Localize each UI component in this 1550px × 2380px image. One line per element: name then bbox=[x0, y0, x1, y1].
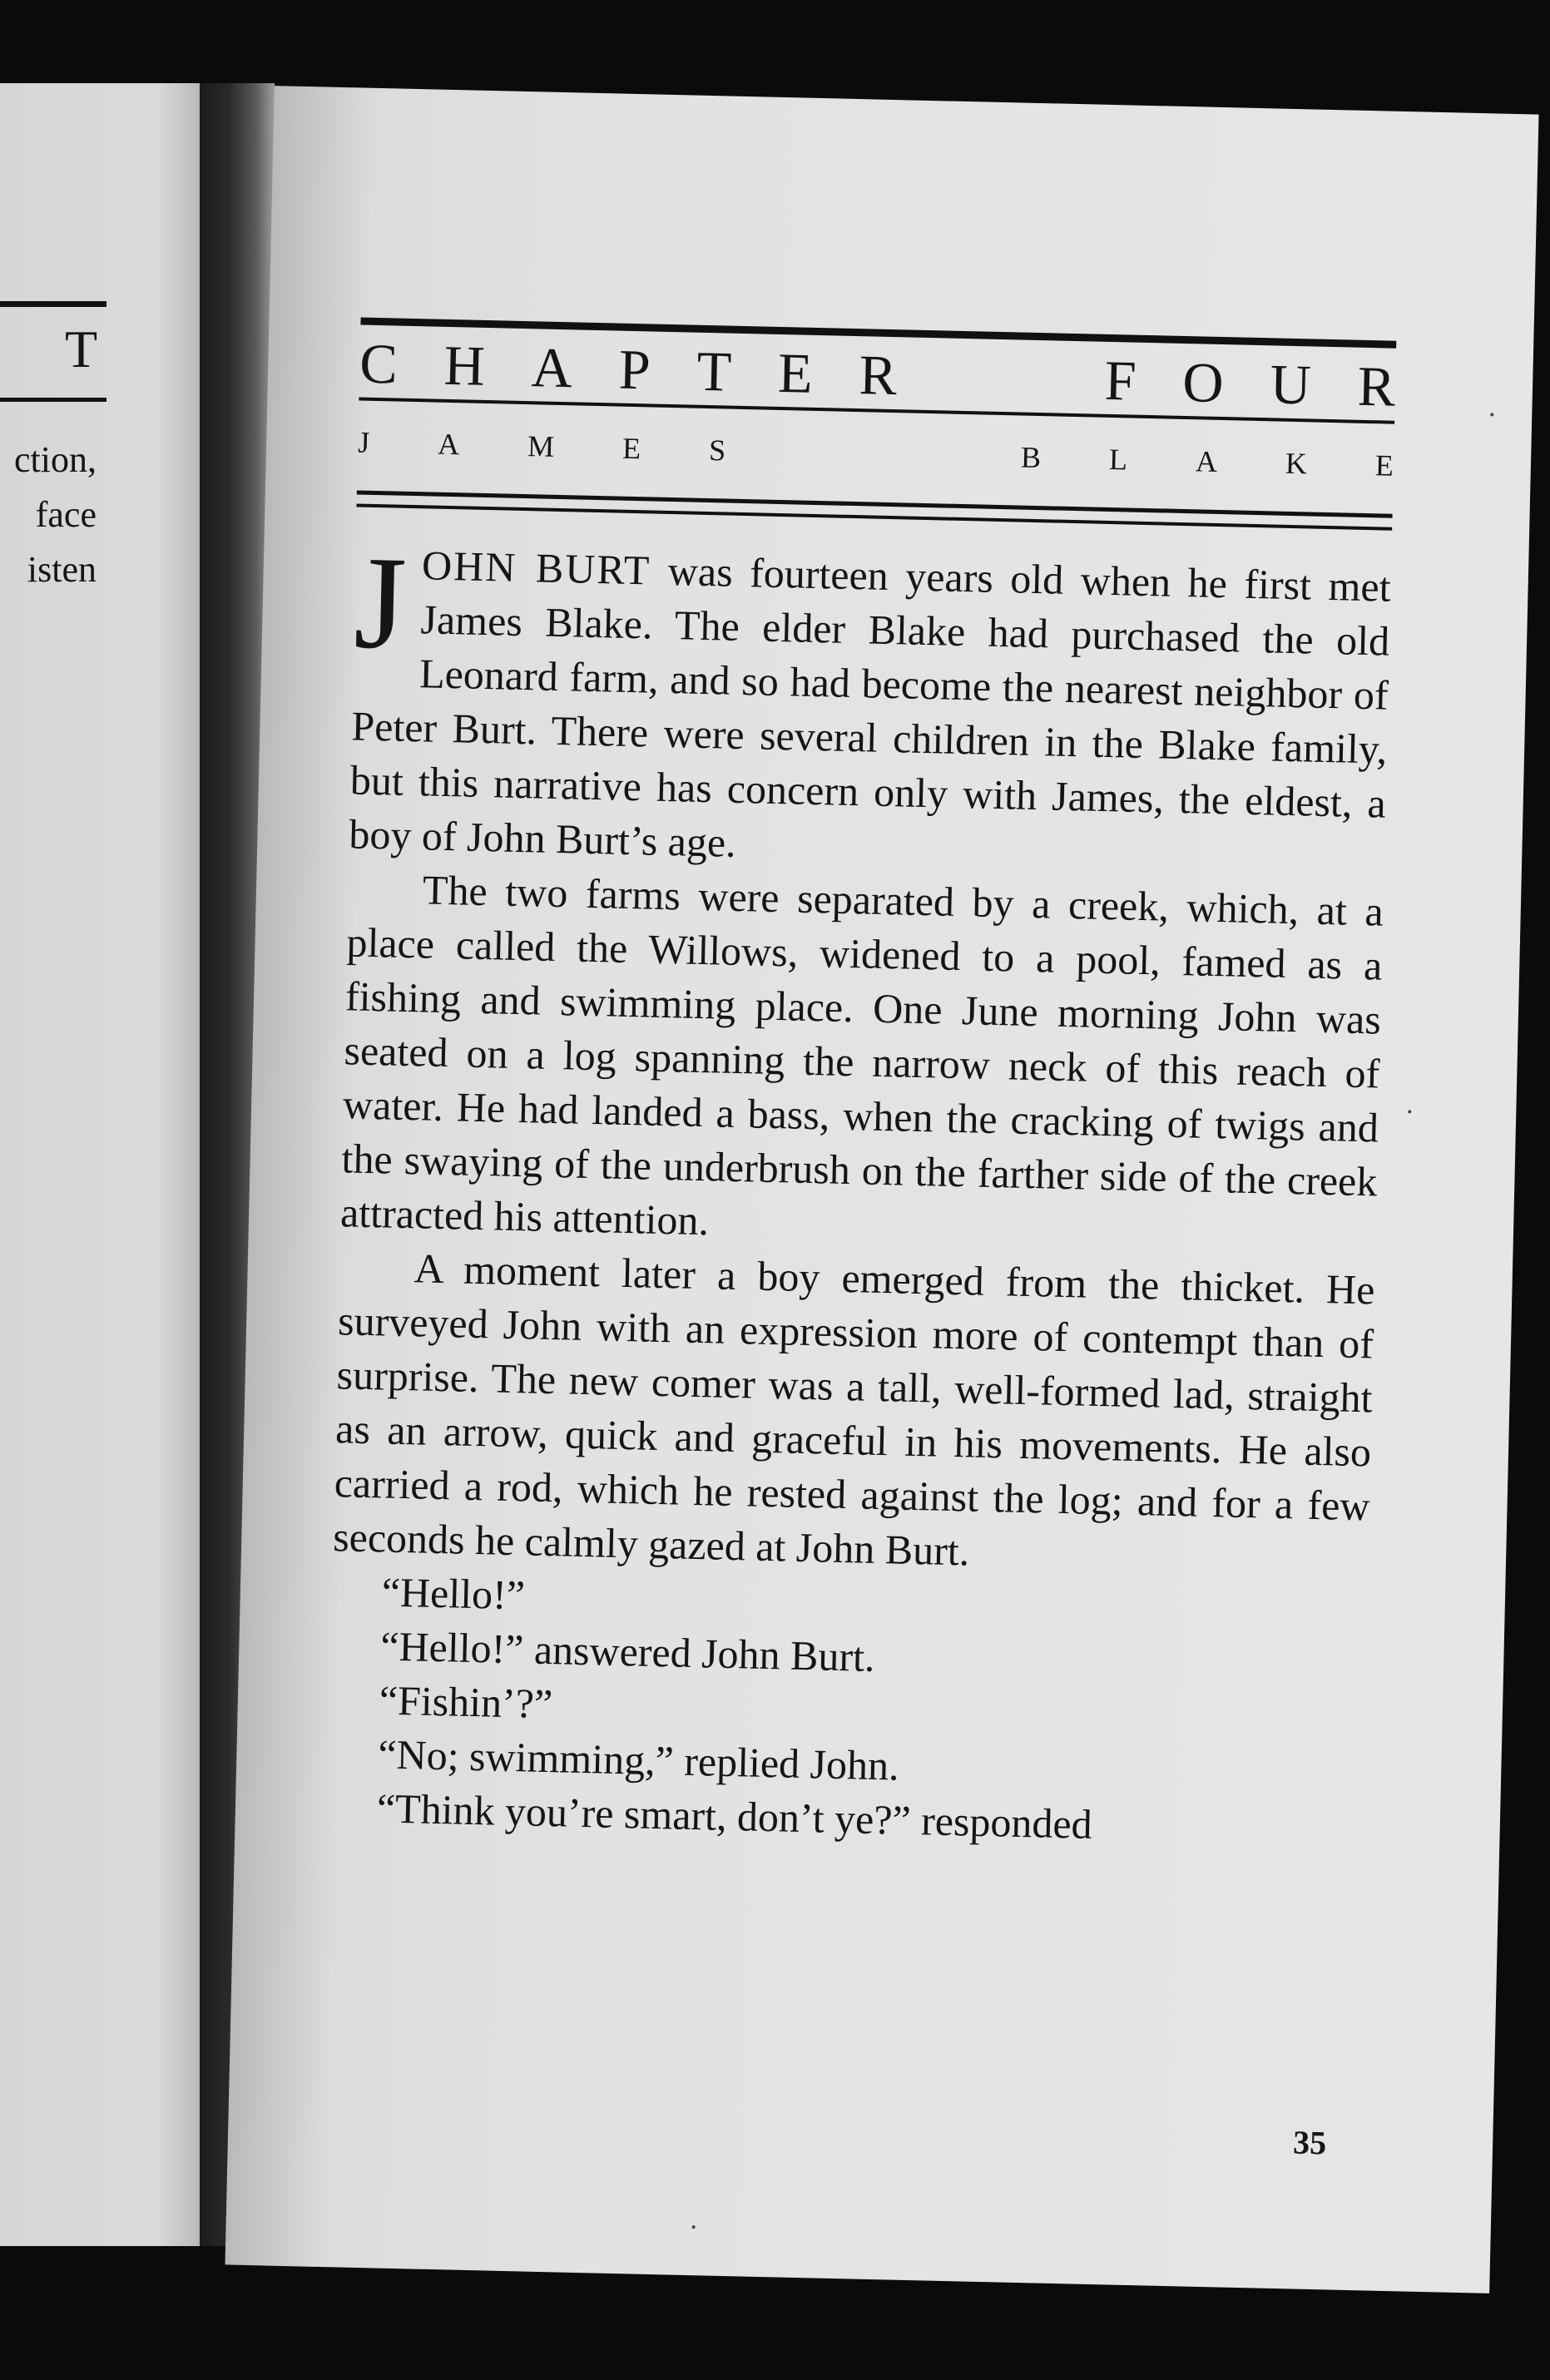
previous-page-bottom-rule bbox=[0, 398, 106, 402]
dialogue-line: “Fishin’?” bbox=[379, 1676, 553, 1728]
paper-speck bbox=[1490, 413, 1493, 416]
paper-speck bbox=[692, 2225, 696, 2229]
chapter-subtitle-first-name: JAMES bbox=[357, 425, 795, 469]
chapter-label: CHAPTER bbox=[359, 331, 944, 408]
book-page bbox=[225, 86, 1538, 2293]
dialogue-line: “Hello!” bbox=[381, 1568, 526, 1619]
previous-page-line: isten bbox=[27, 549, 97, 590]
paragraph: A moment later a boy emerged from the thicket. He surveyed John with an expression more of contempt than of surprise. The new comer was a tall, well-formed lad, straight as an arrow, quick and graceful in his movements. He also carried a rod, which he rested against the log; and for a few seconds he calmly gazed at John Burt. bbox=[332, 1244, 1376, 1575]
page-number: 35 bbox=[1292, 2123, 1327, 2162]
previous-page-line: face bbox=[35, 494, 97, 535]
paragraph-text: was fourteen years old when he first met James Blake. The elder Blake had purchased the old Leonard farm, and so had become the nearest neighbor of Peter Burt. There were several children in the Blake family, but this narrative has concern only with James, the eldest, a boy of John Burt’s age. bbox=[348, 547, 1392, 866]
paragraph bbox=[348, 527, 1392, 884]
paragraph: The two farms were separated by a creek, which, at a place called the Willows, widened to a pool, famed as a fishing and swimming place. One June morning John was seated on a log spanning the narrow neck of this reach of water. He had landed a bass, when the cracking of twigs and the swaying of the underbrush on the farther side of the creek attracted his attention. bbox=[339, 866, 1384, 1244]
previous-page-edge bbox=[0, 83, 223, 2246]
paper-speck bbox=[1408, 1110, 1411, 1113]
dialogue-line: “No; swimming,” replied John. bbox=[377, 1730, 900, 1789]
dialogue-line: “Hello!” answered John Burt. bbox=[379, 1622, 876, 1680]
heading-bottom-rule-double bbox=[356, 503, 1392, 530]
dialogue-line: “Think you’re smart, don’t ye?” responded bbox=[376, 1784, 1093, 1848]
heading-bottom-rule bbox=[357, 490, 1393, 517]
previous-page-heading-fragment: T bbox=[65, 319, 98, 379]
chapter-body bbox=[326, 527, 1392, 1858]
chapter-subtitle-last-name: BLAKE bbox=[1020, 440, 1463, 484]
previous-page-line: ction, bbox=[14, 439, 97, 480]
paragraph-lead-caps: OHN BURT bbox=[421, 542, 651, 594]
previous-page-text-fragment bbox=[14, 433, 97, 597]
chapter-subtitle bbox=[357, 417, 1463, 490]
previous-page-top-rule bbox=[0, 301, 106, 307]
drop-cap: J bbox=[352, 527, 409, 677]
chapter-number: FOUR bbox=[1103, 348, 1443, 420]
